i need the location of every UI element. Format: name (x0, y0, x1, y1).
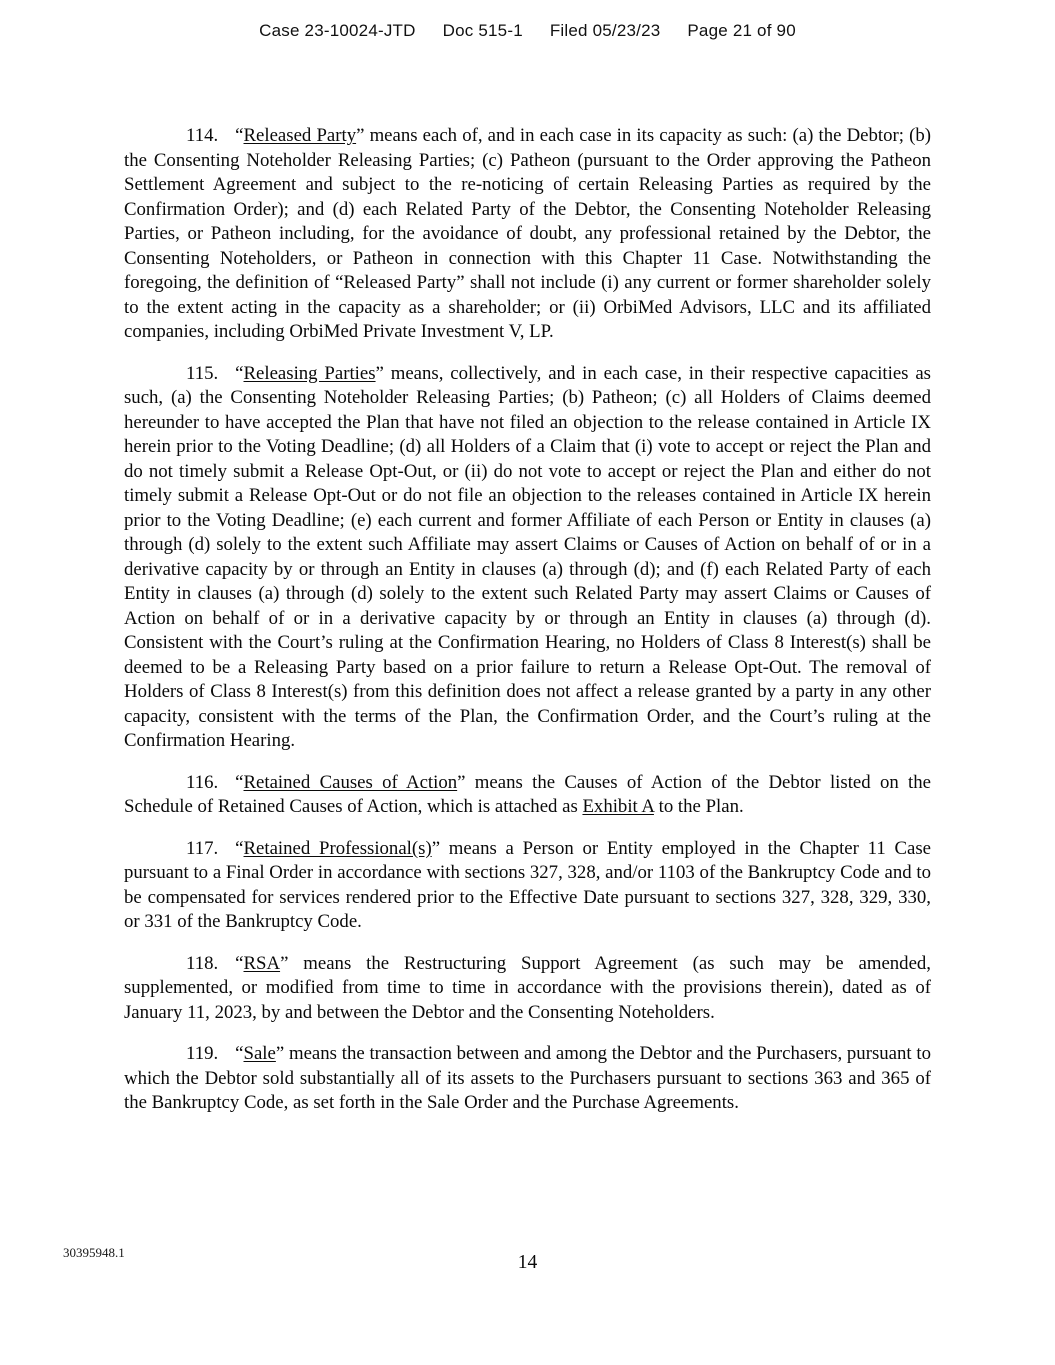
defined-term: Released Party (243, 125, 357, 146)
paragraph-text: to the Plan. (653, 796, 744, 817)
paragraph-119 (124, 1042, 931, 1116)
paragraph-text: “ (235, 952, 244, 974)
defined-term: Sale (243, 1043, 276, 1064)
defined-term: Retained Causes of Action (243, 771, 458, 793)
paragraph-text: “ (235, 125, 244, 146)
paragraph-text: ” means a Person or Entity employed in the Chapter 11 Case pursuant to a Final Order in accordance with sections 327, 328, and/or 1103 of the Bankruptcy Code and to be compensated for services rendered prior to the Effective Date pursuant to sections 327, 328, 329, 330, or 331 of the Bankruptcy Code. (124, 837, 931, 932)
paragraph-number: 119. (186, 1043, 219, 1064)
defined-term: Exhibit A (582, 796, 654, 817)
paragraph-number: 114. (186, 125, 219, 146)
paragraph-text: ” means the transaction between and among the Debtor and the Purchasers, pursuant to which the Debtor sold substantially all of its assets to the Purchasers pursuant to sections 363 and 365 of the Bankruptcy Code, as set forth in the Sale Order and the Purchase Agreements. (124, 1043, 931, 1113)
paragraph-114 (124, 124, 931, 345)
paragraph-text: “ (235, 362, 244, 384)
paragraph-number: 118. (186, 952, 219, 974)
stamp-case-number: Case 23-10024-JTD (259, 21, 416, 40)
paragraph-text: ” means, collectively, and in each case, in their respective capacities as such, (a) the Consenting Noteholder Releasing Parties; (b) Patheon; (c) all Holders of Claims deemed hereunder to have accepted the Plan that have not filed an objection to the release contained in Article IX herein prior to the Voting Deadline; (d) all Holders of a Claim that (i) vote to accept or reject the Plan and do not timely submit a Release Opt-Out, or (ii) do not vote to accept or reject the Plan and either do not timely submit a Release Opt-Out or do not file an objection to the releases contained in Article IX herein prior to the Voting Deadline; (e) each current and former Affiliate of each Person or Entity in clauses (a) through (d) solely to the extent such Affiliate may assert Claims or Causes of Action on behalf of or in a derivative capacity by or through an Entity in clauses (a) through (d); and (f) each Related Party of each Entity in clauses (a) through (d) solely to the extent such Related Party may assert Claims or Causes of Action on behalf of or in a derivative capacity by or through an Entity in clauses (a) through (d). Consistent with the Court’s ruling at the Confirmation Hearing, no Holders of Class 8 Interest(s) shall be deemed to be a Releasing Party based on a prior failure to return a Release Opt-Out. The removal of Holders of Class 8 Interest(s) from this definition does not affect a release granted by a party in any other capacity, consistent with the terms of the Plan, the Confirmation Order, and the Court’s ruling at the Confirmation Hearing. (124, 362, 931, 751)
paragraph-number: 117. (186, 837, 219, 859)
paragraph-116 (124, 771, 931, 820)
paragraph-text: “ (235, 837, 244, 859)
paragraph-text: ” means the Causes of Action of the Debtor listed on the Schedule of Retained Causes of Action, which is attached as (124, 771, 931, 817)
document-control-number: 30395948.1 (63, 1245, 125, 1260)
defined-term: Releasing Parties (243, 362, 376, 384)
stamp-doc-number: Doc 515-1 (442, 21, 523, 40)
paragraph-118 (124, 952, 931, 1026)
paragraph-115 (124, 362, 931, 754)
case-stamp (0, 21, 1055, 41)
paragraph-117 (124, 837, 931, 935)
paragraph-text: “ (235, 1043, 244, 1064)
page-number: 14 (517, 1252, 538, 1273)
paragraph-text: ” means the Restructuring Support Agreement (as such may be amended, supplemented, or modified from time to time in accordance with the provisions therein), dated as of January 11, 2023, by and between the Debtor and the Consenting Noteholders. (124, 952, 931, 1023)
defined-term: Retained Professional(s) (243, 837, 432, 859)
paragraph-text: ” means each of, and in each case in its capacity as such: (a) the Debtor; (b) the Consenting Noteholder Releasing Parties; (c) Patheon (pursuant to the Order approving the Patheon Settlement Agreement and subject to the re-noticing of certain Releasing Parties as required by the Confirmation Order); and (d) each Related Party of the Debtor, the Consenting Noteholder Releasing Parties, or Patheon including, for the avoidance of doubt, any professional retained by the Debtor, the Consenting Noteholders, or Patheon in connection with this Chapter 11 Case. Notwithstanding the foregoing, the definition of “Released Party” shall not include (i) any current or former shareholder solely to the extent acting in the capacity as a shareholder; or (ii) OrbiMed Advisors, LLC and its affiliated companies, including OrbiMed Private Investment V, LP. (124, 125, 931, 342)
document-body (124, 124, 931, 1133)
paragraph-number: 116. (186, 771, 219, 793)
paragraph-text: “ (235, 771, 244, 793)
paragraph-number: 115. (186, 362, 219, 384)
defined-term: RSA (243, 952, 281, 974)
stamp-page-info: Page 21 of 90 (687, 21, 796, 40)
stamp-filed-date: Filed 05/23/23 (549, 21, 661, 40)
